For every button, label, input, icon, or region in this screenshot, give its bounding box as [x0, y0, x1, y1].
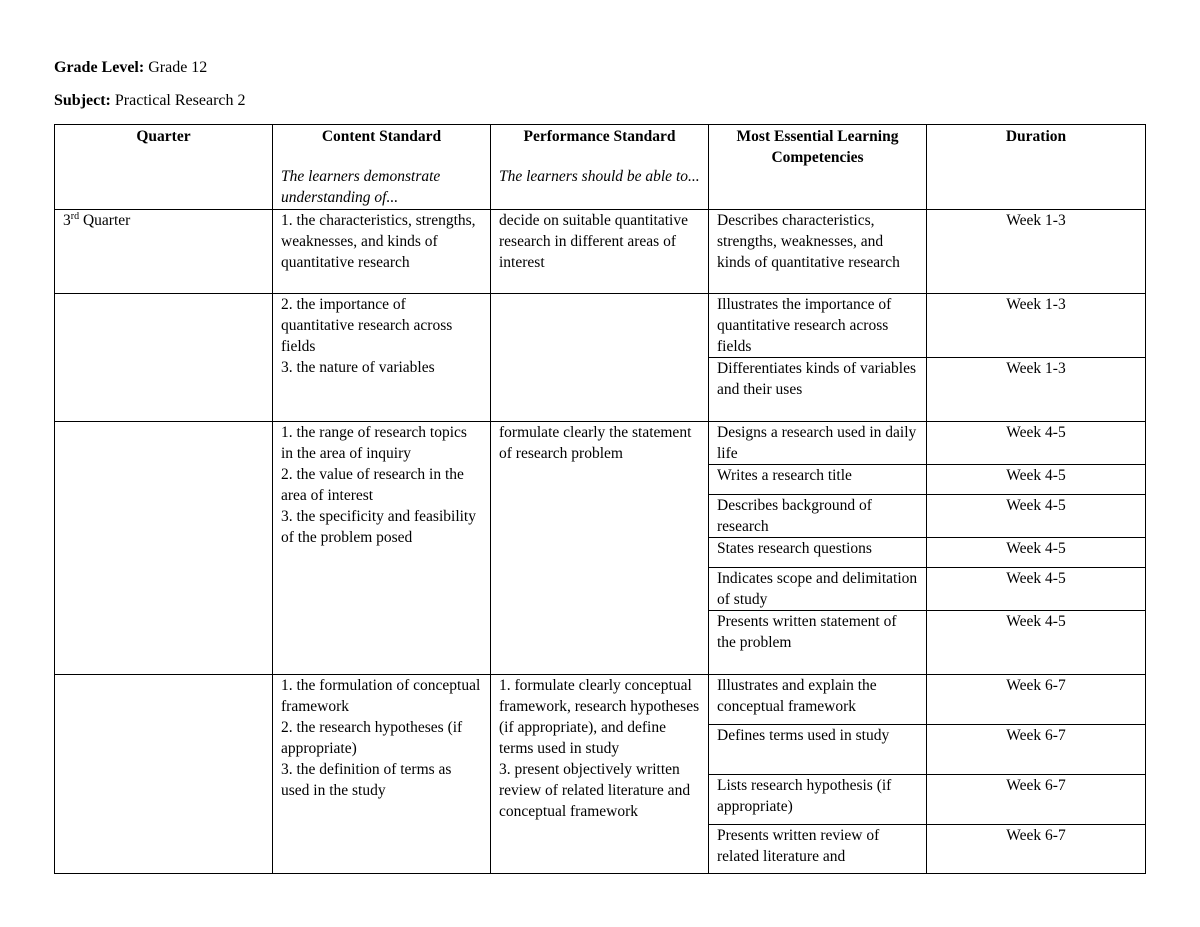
quarter-cell	[55, 422, 273, 675]
performance-standard-cell: formulate clearly the statement of research problem	[491, 422, 709, 675]
duration-cell: Week 1-3	[927, 294, 1146, 358]
melc-cell: Illustrates and explain the conceptual framework	[709, 675, 927, 725]
content-standard-subtitle: The learners demonstrate understanding of...	[281, 168, 441, 206]
performance-standard-cell	[491, 294, 709, 422]
table-row	[55, 422, 1146, 465]
content-standard-cell: 1. the characteristics, strengths, weaknesses, and kinds of quantitative research	[273, 210, 491, 294]
subject-line	[54, 90, 246, 111]
duration-cell: Week 6-7	[927, 725, 1146, 775]
grade-level-label: Grade Level:	[54, 59, 145, 76]
duration-cell: Week 6-7	[927, 675, 1146, 725]
duration-cell: Week 4-5	[927, 611, 1146, 675]
table-header-row	[55, 125, 1146, 210]
duration-cell: Week 4-5	[927, 465, 1146, 495]
subject-label: Subject:	[54, 92, 111, 109]
col-header-duration: Duration	[927, 125, 1146, 210]
melc-cell: Differentiates kinds of variables and their uses	[709, 358, 927, 422]
col-header-content-standard: Content Standard The learners demonstrate understanding of...	[273, 125, 491, 210]
col-header-melc: Most Essential Learning Competencies	[709, 125, 927, 210]
content-standard-cell: 1. the formulation of conceptual framework 2. the research hypotheses (if appropriate) 3. the definition of terms as used in the study	[273, 675, 491, 874]
melc-cell: Defines terms used in study	[709, 725, 927, 775]
curriculum-table	[54, 124, 1146, 874]
quarter-cell	[55, 294, 273, 422]
melc-cell: Describes characteristics, strengths, weaknesses, and kinds of quantitative research	[709, 210, 927, 294]
performance-standard-subtitle: The learners should be able to...	[499, 168, 700, 185]
melc-cell: Presents written review of related literature and	[709, 825, 927, 874]
duration-cell: Week 4-5	[927, 568, 1146, 611]
melc-cell: Presents written statement of the problem	[709, 611, 927, 675]
quarter-cell: 3rd Quarter	[55, 210, 273, 294]
duration-cell: Week 1-3	[927, 358, 1146, 422]
grade-level-value: Grade 12	[148, 59, 208, 76]
grade-level-line	[54, 57, 207, 78]
duration-cell: Week 1-3	[927, 210, 1146, 294]
melc-cell: Describes background of research	[709, 495, 927, 538]
performance-standard-cell: decide on suitable quantitative research in different areas of interest	[491, 210, 709, 294]
melc-cell: States research questions	[709, 538, 927, 568]
table-row	[55, 675, 1146, 725]
content-standard-cell: 2. the importance of quantitative research across fields 3. the nature of variables	[273, 294, 491, 422]
quarter-cell	[55, 675, 273, 874]
duration-cell: Week 4-5	[927, 422, 1146, 465]
duration-cell: Week 4-5	[927, 538, 1146, 568]
melc-cell: Lists research hypothesis (if appropriate)	[709, 775, 927, 825]
performance-standard-cell: 1. formulate clearly conceptual framework, research hypotheses (if appropriate), and define terms used in study 3. present objectively written review of related literature and conceptual framework	[491, 675, 709, 874]
duration-cell: Week 6-7	[927, 825, 1146, 874]
col-header-performance-standard: Performance Standard The learners should be able to...	[491, 125, 709, 210]
duration-cell: Week 6-7	[927, 775, 1146, 825]
melc-cell: Indicates scope and delimitation of study	[709, 568, 927, 611]
melc-cell: Illustrates the importance of quantitative research across fields	[709, 294, 927, 358]
col-header-quarter: Quarter	[55, 125, 273, 210]
melc-cell: Writes a research title	[709, 465, 927, 495]
table-row	[55, 210, 1146, 294]
melc-cell: Designs a research used in daily life	[709, 422, 927, 465]
table-row	[55, 294, 1146, 358]
duration-cell: Week 4-5	[927, 495, 1146, 538]
subject-value: Practical Research 2	[114, 92, 246, 109]
content-standard-cell: 1. the range of research topics in the area of inquiry 2. the value of research in the area of interest 3. the specificity and feasibility of the problem posed	[273, 422, 491, 675]
